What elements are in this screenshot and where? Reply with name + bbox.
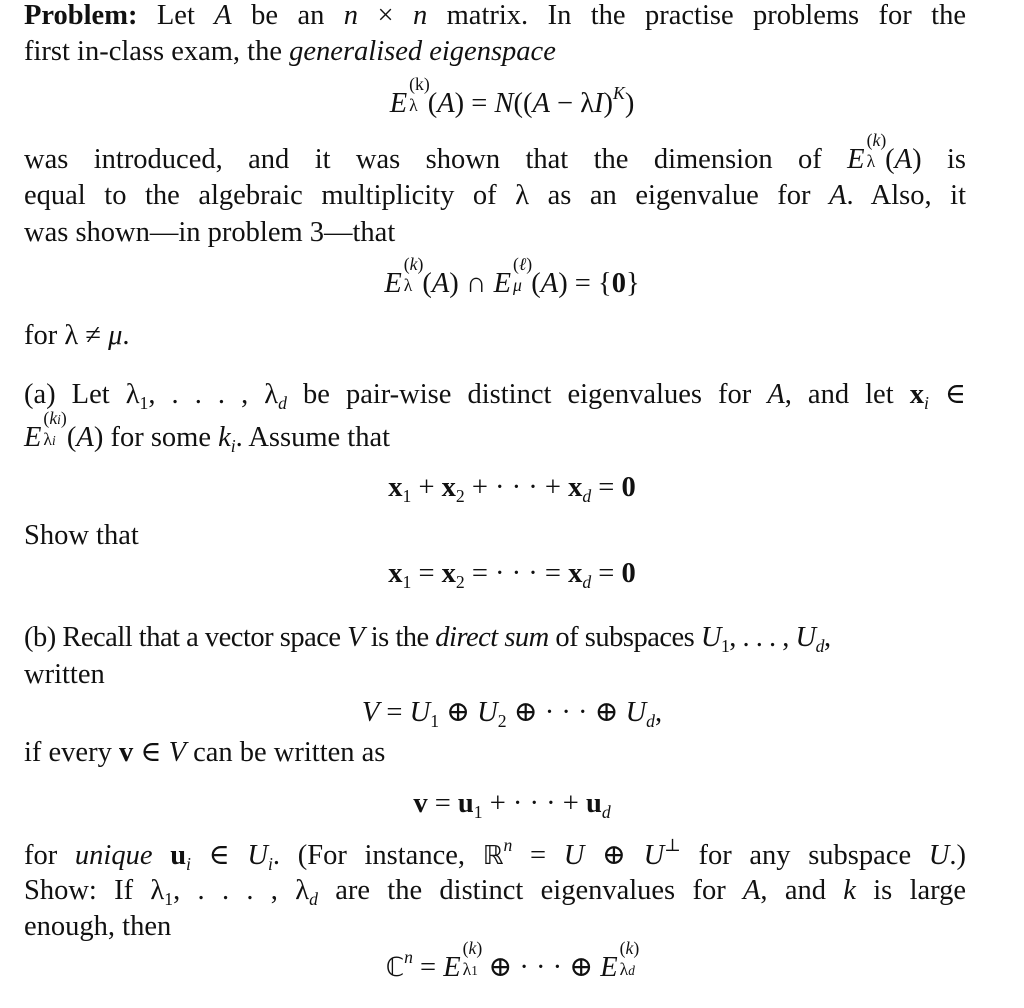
part-b-line5: Show: If λ1, . . . , λd are the distinct eigenvalues for A, and k is large <box>24 875 967 909</box>
paragraph1-line4: for λ ≠ μ. <box>24 320 130 351</box>
problem-heading: Problem: <box>24 0 138 31</box>
equation-direct-sum: V = U1 ⊕ U2 ⊕ · · · ⊕ Ud, <box>361 697 663 731</box>
part-b-line2: written <box>24 659 105 690</box>
part-b-line3: if every v ∈ V can be written as <box>24 737 386 768</box>
part-a-line2: E (ki) λi (A) for some ki. Assume that <box>24 408 391 456</box>
direct-sum-term: direct sum <box>435 622 549 653</box>
problem-intro-line1: Problem: Let A be an n × n matrix. In the practise problems for the <box>24 0 966 31</box>
equation-eigenspace-intersection: E (k) λ (A) ∩ E (ℓ) μ (A) = {0} <box>384 254 640 299</box>
paragraph1-line2: equal to the algebraic multiplicity of λ as an eigenvalue for A. Also, it <box>24 180 966 211</box>
part-a-line1: (a) Let λ1, . . . , λd be pair-wise distinct eigenvalues for A, and let xi ∈ <box>24 379 966 413</box>
paragraph1-line3: was shown—in problem 3—that <box>24 217 396 248</box>
equation-cn-decomposition: ℂ$^n$ = E (k) λ1 ⊕ · · · ⊕ E (k) λd <box>385 938 640 983</box>
paragraph1-line1: was introduced, and it was shown that the dimension of E (k) λ (A) is <box>24 130 966 175</box>
problem-intro-line2: first in-class exam, the generalised eigenspace <box>24 36 556 67</box>
generalised-eigenspace-term: generalised eigenspace <box>289 36 556 67</box>
unique-term: unique <box>74 840 153 871</box>
equation-generalised-eigenspace: E (k) λ $(A) = N((A - \lambda I)^K)$ <box>389 74 635 119</box>
equation-sum-zero: x1 + x2 + · · · + xd = 0 <box>388 472 636 506</box>
equation-v-decomposition: v = u1 + · · · + ud <box>413 788 611 822</box>
part-b-line1: (b) Recall that a vector space V is the direct sum of subspaces U1, . . . , Ud, <box>24 622 831 656</box>
part-b-line6: enough, then <box>24 911 172 942</box>
equation-all-zero: x1 = x2 = · · · = xd = 0 <box>388 558 636 592</box>
part-b-line4: for unique ui ∈ Ui. (For instance, ℝ$^n$ = U ⊕ U⊥ for any subspace U.) <box>24 835 966 874</box>
show-that-label: Show that <box>24 520 139 551</box>
